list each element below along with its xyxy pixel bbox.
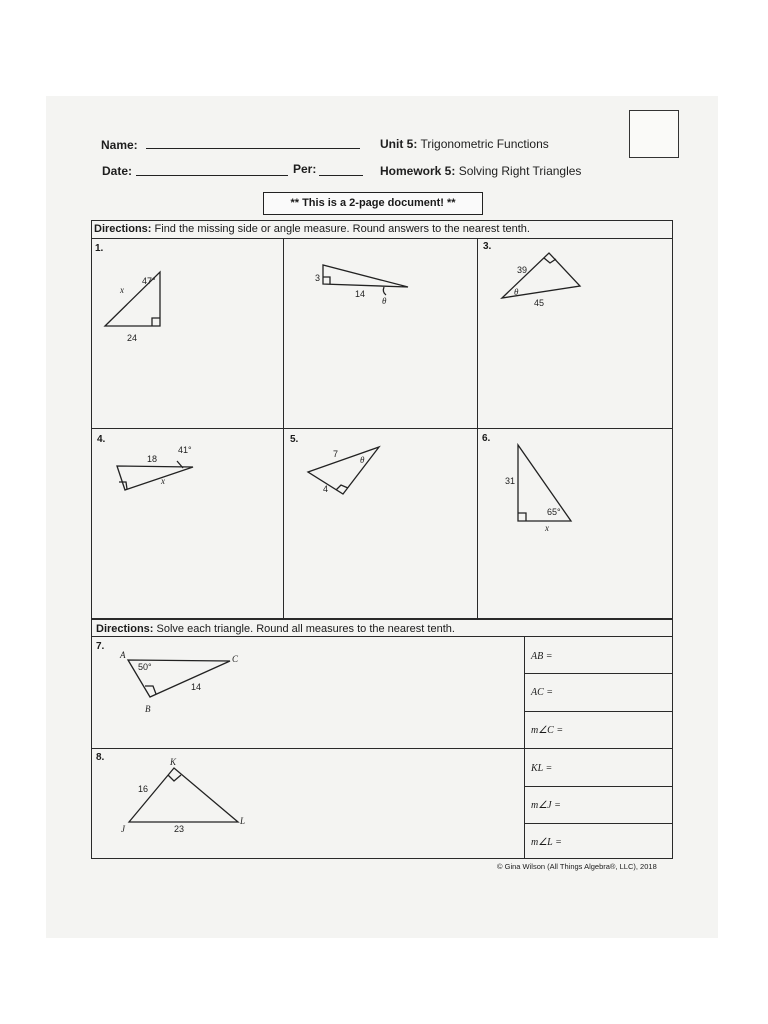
section2-directions-text: Solve each triangle. Round all measures to the nearest tenth. [156,623,455,635]
problem-6-number: 6. [482,433,491,444]
problem-8-number: 8. [96,752,105,763]
label-side-7: 14 [191,682,202,692]
problem-7-number: 7. [96,641,105,652]
score-box [629,110,679,158]
period-blank [319,175,363,176]
homework-title: Solving Right Triangles [458,164,582,178]
label-angle-1: 47° [142,276,156,286]
vertex-k: K [170,757,177,767]
section2-directions-label: Directions: [96,623,154,635]
label-angle-7: 50° [138,662,152,672]
vertex-l: L [240,816,246,826]
label-side-6: 31 [505,476,516,486]
col-divider-1 [283,238,284,619]
unit-heading [380,137,549,151]
answer-ab: AB = [531,651,553,662]
label-side-8b: 23 [174,824,185,834]
problem-5-number: 5. [290,434,299,445]
label-angle-6: 65° [547,507,561,517]
label-theta-2: θ [382,296,387,306]
copyright: © Gina Wilson (All Things Algebra®, LLC), 2018 [497,862,657,871]
label-base-1: 24 [127,333,138,343]
label-theta-5: θ [360,455,365,465]
answer-rule [524,823,673,824]
label-side-4: 18 [147,454,158,464]
name-blank [146,148,360,149]
answer-angle-j: m∠J = [531,800,561,811]
answer-rule [524,673,673,674]
section2-directions [96,623,455,635]
homework-heading [380,164,581,178]
answer-ac: AC = [531,687,554,698]
unit-title: Trigonometric Functions [420,137,549,151]
date-blank [136,175,288,176]
row-divider [91,428,673,429]
answer-angle-l: m∠L = [531,837,562,848]
section1-directions [94,223,530,235]
two-page-banner: ** This is a 2-page document! ** [263,192,483,215]
period-label: Per: [293,162,317,176]
section1-grid [91,220,673,619]
vertex-j: J [121,824,125,834]
answer-angle-c: m∠C = [531,725,564,736]
label-x-6: x [545,523,549,533]
homework-label: Homework 5: [380,164,456,178]
col-divider-2 [477,238,478,619]
label-side-3b: 45 [534,298,545,308]
section2-header-rule [91,636,673,637]
label-side-3a: 39 [517,265,528,275]
name-label: Name: [101,138,138,152]
label-x-1: x [120,285,124,295]
label-side-5a: 7 [333,449,339,459]
answer-rule [524,786,673,787]
section1-directions-label: Directions: [94,223,152,235]
vertex-a: A [120,650,126,660]
vertex-b: B [145,704,151,714]
answer-kl: KL = [531,763,553,774]
label-side-8a: 16 [138,784,149,794]
section2-row-divider [91,748,673,749]
date-label: Date: [102,164,133,178]
section1-directions-text: Find the missing side or angle measure. Round answers to the nearest tenth. [154,223,530,235]
unit-label: Unit 5: [380,137,418,151]
problem-3-number: 3. [483,241,492,252]
problem-1-number: 1. [95,243,104,254]
vertex-c: C [232,654,239,664]
label-theta-3: θ [514,287,519,297]
label-x-4: x [161,476,165,486]
label-side-2b: 14 [355,289,366,299]
label-side-2a: 3 [315,273,321,283]
answer-rule [524,711,673,712]
label-side-5b: 4 [323,484,329,494]
answer-column-divider [524,636,525,859]
problem-4-number: 4. [97,434,106,445]
label-angle-4: 41° [178,445,192,455]
section1-header-rule [91,238,673,239]
